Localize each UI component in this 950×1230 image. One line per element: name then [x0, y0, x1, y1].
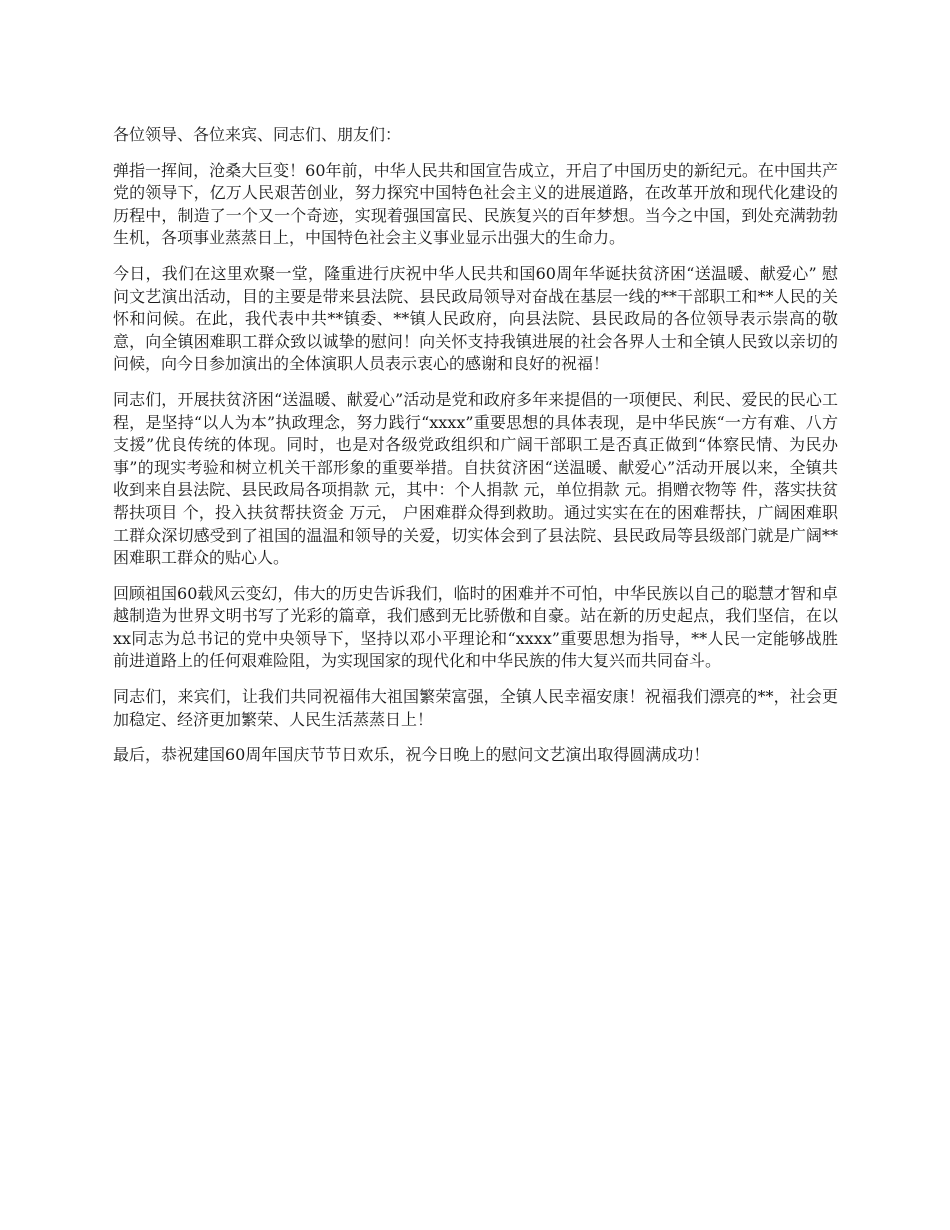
document-body: [113, 124, 838, 780]
salutation: 各位领导、各位来宾、同志们、朋友们：: [113, 125, 402, 144]
paragraph-activity: 同志们，开展扶贫济困“送温暖、献爱心”活动是党和政府多年来提倡的一项便民、利民、爱民的民心工程，是坚持“以人为本”执政理念，努力践行“xxxx”重要思想的具体表现，是中华民族“一方有难、八方支援”优良传统的体现。同时，也是对各级党政组织和广阔干部职工是否真正做到“体察民情、为民办事”的现实考验和树立机关干部形象的重要举措。自扶贫济困“送温暖、献爱心”活动开展以来，全镇共收到来自县法院、县民政局各项捐款 元，其中：个人捐款 元，单位捐款 元。捐赠衣物等 件，落实扶贫帮扶项目 个，投入扶贫帮扶资金 万元， 户困难群众得到救助。通过实实在在的困难帮扶，广阔困难职工群众深切感受到了祖国的温温和领导的关爱，切实体会到了县法院、县民政局等县级部门就是广阔**困难职工群众的贴心人。: [113, 389, 838, 568]
paragraph-history: 弹指一挥间，沧桑大巨变！60年前，中华人民共和国宣告成立，开启了中国历史的新纪元。在中国共产党的领导下，亿万人民艰苦创业，努力探究中国特色社会主义的进展道路，在改革开放和现代化建设的历程中，制造了一个又一个奇迹，实现着强国富民、民族复兴的百年梦想。当今之中国，到处充满勃勃生机，各项事业蒸蒸日上，中国特色社会主义事业显示出强大的生命力。: [113, 160, 838, 248]
paragraph-event: 今日，我们在这里欢聚一堂，隆重进行庆祝中华人民共和国60周年华诞扶贫济困“送温暖、献爱心” 慰问文艺演出活动，目的主要是带来县法院、县民政局领导对奋战在基层一线的**干部职工和**人民的关怀和问候。在此，我代表中共**镇委、**镇人民政府，向县法院、县民政局的各位领导表示崇高的敬意，向全镇困难职工群众致以诚挚的慰问！向关怀支持我镇进展的社会各界人士和全镇人民致以亲切的问候，向今日参加演出的全体演职人员表示衷心的感谢和良好的祝福！: [113, 263, 838, 374]
paragraph-closing: 最后，恭祝建国60周年国庆节节日欢乐，祝今日晚上的慰问文艺演出取得圆满成功！: [113, 745, 710, 765]
paragraph-review: 回顾祖国60载风云变幻，伟大的历史告诉我们，临时的困难并不可怕，中华民族以自己的聪慧才智和卓越制造为世界文明书写了光彩的篇章，我们感到无比骄傲和自豪。站在新的历史起点，我们坚信，在以xx同志为总书记的党中央领导下，坚持以邓小平理论和“xxxx”重要思想为指导，**人民一定能够战胜前进道路上的任何艰难险阻，为实现国家的现代化和中华民族的伟大复兴而共同奋斗。: [113, 583, 838, 671]
paragraph-blessing: 同志们，来宾们，让我们共同祝福伟大祖国繁荣富强，全镇人民幸福安康！祝福我们漂亮的**，社会更加稳定、经济更加繁荣、人民生活蒸蒸日上！: [113, 687, 838, 729]
